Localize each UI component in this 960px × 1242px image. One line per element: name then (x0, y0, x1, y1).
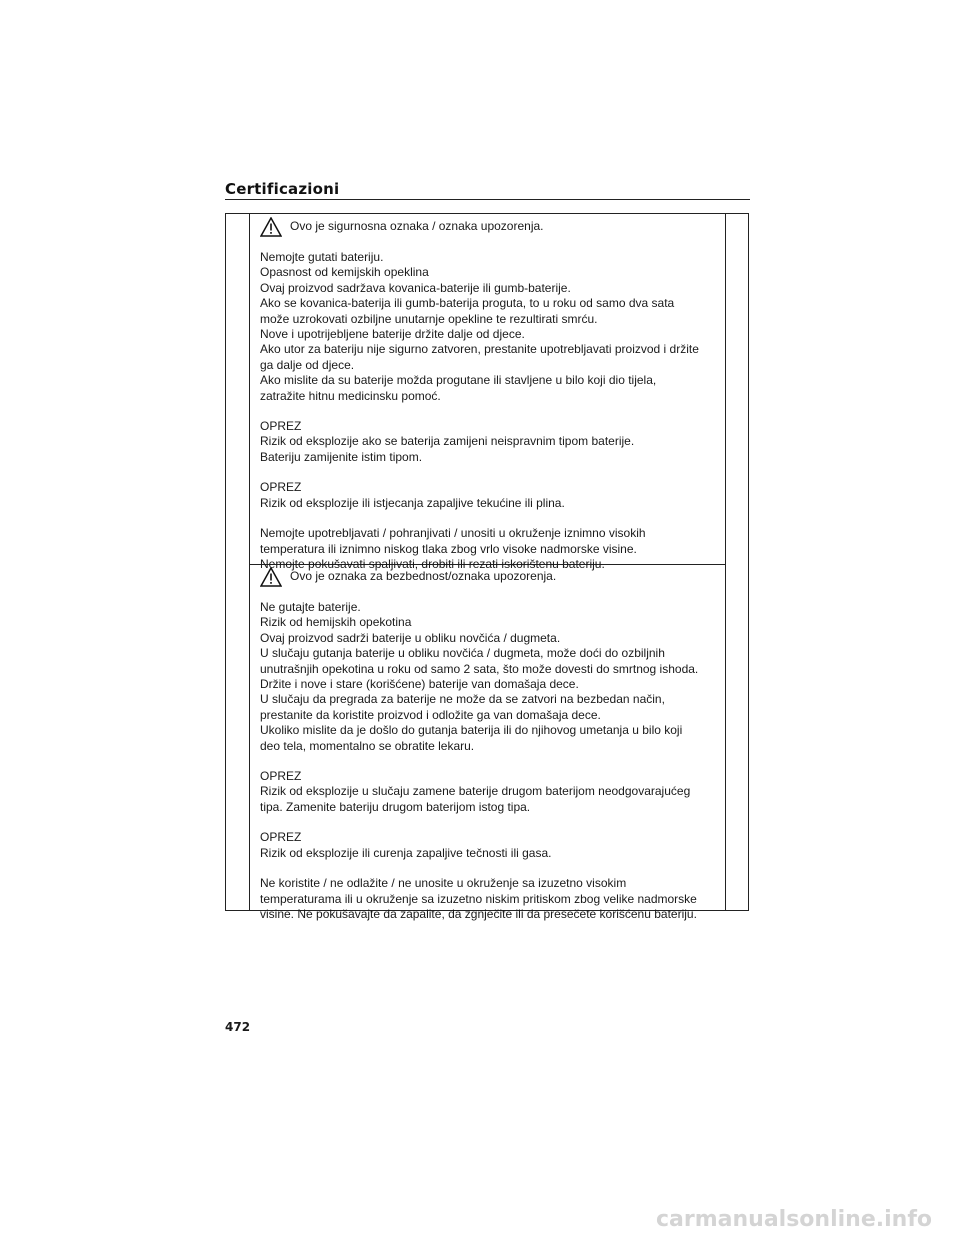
notice-heading: Ovo je oznaka za bezbednost/oznaka upozorenja. (290, 569, 557, 584)
notice-line: OPREZ (260, 419, 302, 434)
notice-line: Ukoliko mislite da je došlo do gutanja baterija ili do njihovog umetanja u bilo koji (260, 723, 683, 738)
title-rule (225, 199, 750, 200)
notice-line: zatražite hitnu medicinsku pomoć. (260, 388, 441, 403)
notice-line: Nove i upotrijebljene baterije držite dalje od djece. (260, 327, 525, 342)
notice-line: OPREZ (260, 769, 302, 784)
notice-line: Ako utor za bateriju nije sigurno zatvoren, prestanite upotrebljavati proizvod i držite (260, 342, 699, 357)
warning-triangle-icon (260, 217, 282, 237)
notice-heading-row (260, 216, 720, 238)
page-number: 472 (225, 1020, 251, 1034)
notice-line: Rizik od eksplozije ili istjecanja zapaljive tekućine ili plina. (260, 495, 565, 510)
notice-line: Nemojte upotrebljavati / pohranjivati / unositi u okruženje iznimno visokih (260, 526, 646, 541)
notice-line: Rizik od eksplozije ako se baterija zamijeni neispravnim tipom baterije. (260, 434, 635, 449)
notice-line: Opasnost od kemijskih opeklina (260, 265, 429, 280)
watermark: carmanualsonline.info (656, 1207, 932, 1232)
notice-line: Ne gutajte baterije. (260, 600, 361, 614)
notice-line: Rizik od eksplozije u slučaju zamene baterije drugom baterijom neodgovarajućeg (260, 784, 691, 799)
notice-line: ga dalje od djece. (260, 357, 355, 372)
notice-croatian (260, 216, 720, 572)
paragraph-gap (260, 815, 720, 830)
notice-heading-row (260, 566, 720, 588)
notice-line: U slučaju da pregrada za baterije ne može da se zatvori na bezbedan način, (260, 692, 665, 707)
paragraph-gap (260, 404, 720, 419)
notice-body (260, 250, 720, 572)
notice-line: temperaturama ili u okruženje sa izuzetno niskim pritiskom zbog velike nadmorske (260, 891, 697, 906)
notice-line: Ako mislite da su baterije možda progutane ili stavljene u bilo koji dio tijela, (260, 373, 657, 388)
notice-line: Držite i nove i stare (korišćene) baterije van domašaja dece. (260, 677, 579, 692)
paragraph-gap (260, 861, 720, 876)
notice-serbian (260, 566, 720, 922)
notice-line: Nemojte pokušavati spaljivati, drobiti ili rezati iskorištenu bateriju. (260, 556, 605, 571)
notice-line: Ovaj proizvod sadrži baterije u obliku novčića / dugmeta. (260, 630, 561, 645)
notice-line: visine. Ne pokušavajte da zapalite, da zgnječite ili da presečete korišćenu bateriju. (260, 906, 697, 921)
notice-line: temperatura ili iznimno niskog tlaka zbog vrlo visoke nadmorske visine. (260, 541, 637, 556)
notice-line: OPREZ (260, 830, 302, 845)
notice-line: Ne koristite / ne odlažite / ne unosite u okruženje sa izuzetno visokim (260, 876, 627, 891)
notice-line: unutrašnjih opekotina u roku od samo 2 sata, što može dovesti do smrtnog ishoda. (260, 661, 699, 676)
section-title: Certificazioni (225, 180, 340, 198)
notice-line: Ako se kovanica-baterija ili gumb-baterija proguta, to u roku od samo dva sata (260, 296, 675, 311)
notice-body (260, 600, 720, 922)
notice-heading: Ovo je sigurnosna oznaka / oznaka upozorenja. (290, 219, 544, 234)
notice-line: deo tela, momentalno se obratite lekaru. (260, 738, 475, 753)
notice-line: prestanite da koristite proizvod i odložite ga van domašaja dece. (260, 707, 601, 722)
notice-line: Rizik od hemijskih opekotina (260, 615, 412, 630)
notice-line: U slučaju gutanja baterije u obliku novčića / dugmeta, može doći do ozbiljnih (260, 646, 665, 661)
notice-line: Ovaj proizvod sadržava kovanica-baterije ili gumb-baterije. (260, 280, 571, 295)
paragraph-gap (260, 754, 720, 769)
notice-line: može uzrokovati ozbiljne unutarnje opekline te rezultirati smrću. (260, 311, 598, 326)
notice-line: Rizik od eksplozije ili curenja zapaljive tečnosti ili gasa. (260, 845, 552, 860)
paragraph-gap (260, 511, 720, 526)
notice-line: tipa. Zamenite bateriju drugom baterijom istog tipa. (260, 799, 531, 814)
notice-line: Bateriju zamijenite istim tipom. (260, 449, 423, 464)
notice-line: Nemojte gutati bateriju. (260, 250, 384, 264)
paragraph-gap (260, 465, 720, 480)
warning-triangle-icon (260, 567, 282, 587)
notice-line: OPREZ (260, 480, 302, 495)
